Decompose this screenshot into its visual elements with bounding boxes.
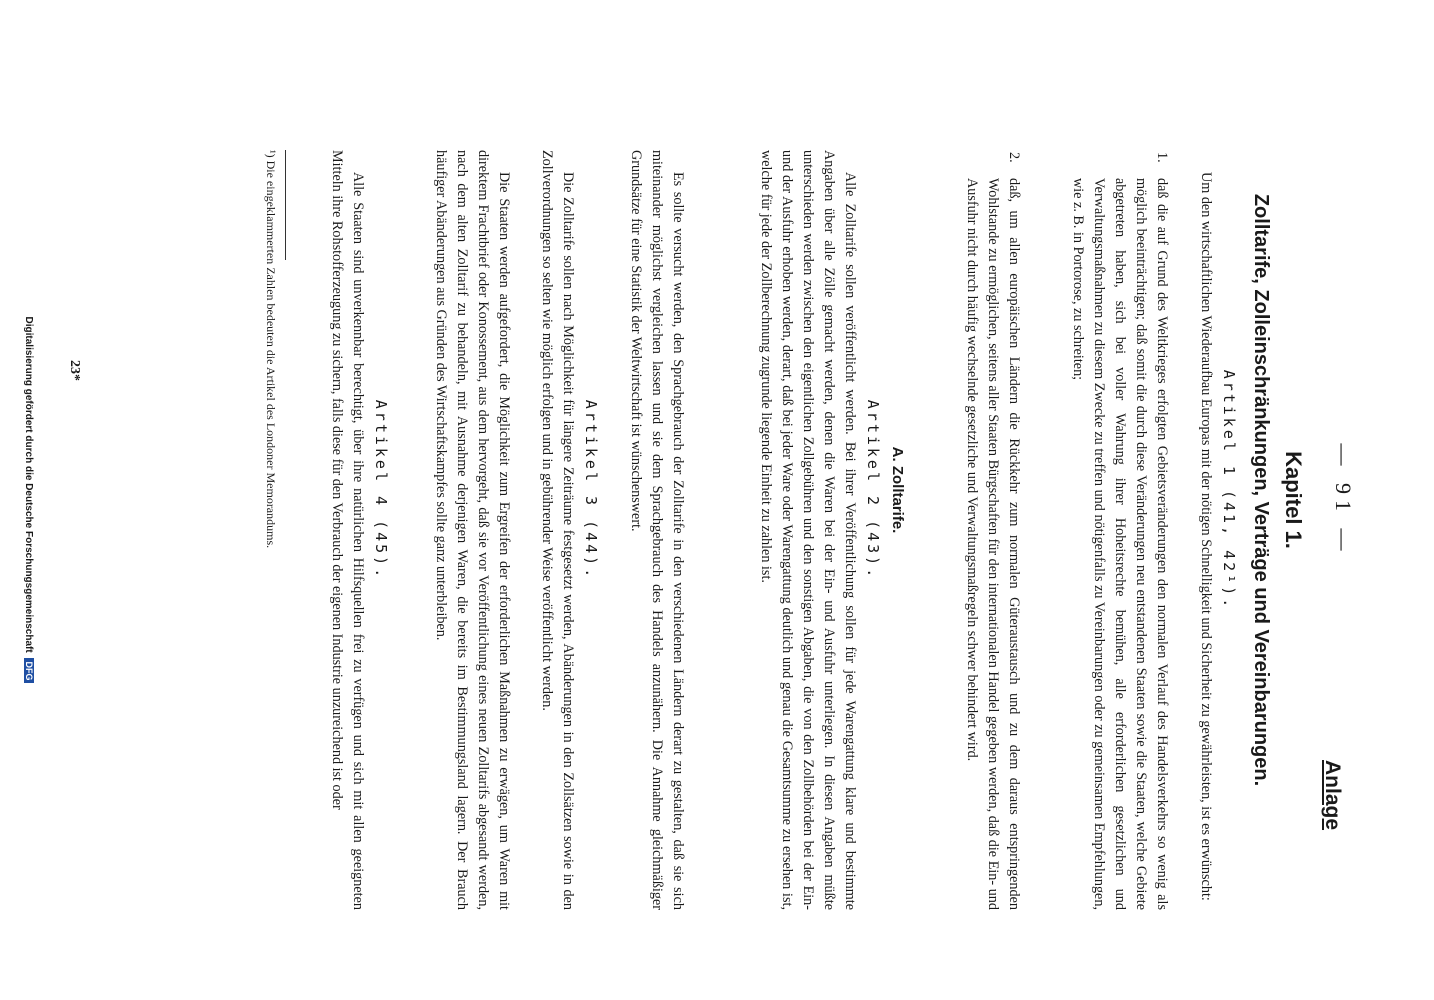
item-number: 2.	[1006, 152, 1022, 163]
page-number: — 91 —	[1331, 443, 1356, 557]
article-2-paragraph-1: Alle Zolltarife sollen veröffentlicht werden. Bei ihrer Veröffentlichung sollen für jede Warengattung klare und bestimmte Angaben über alle Zölle gemacht werden, denen die Waren bei der Ein- und Ausfuhr unterliegen. In diesen Angaben müßte unterschieden werden zwischen den eigentlichen Zollgebühren und den sonstigen Abgaben, die von den Zollbehörden bei der Ein- und der Ausfuhr erhoben werden, derart, daß bei jeder Ware oder Warengattung deutlich und genau die Gesamtsumme zu ersehen ist, welche für jede der Zollberechnung zugrunde liegende Einheit zu zahlen ist.	[758, 150, 858, 910]
item-number: 1.	[1154, 152, 1170, 163]
digitization-credit	[23, 0, 34, 1000]
article-3-paragraph-1: Die Zolltarife sollen nach Möglichkeit für längere Zeiträume festgesetzt werden, Abänderungen in den Zollsätzen sowie in den Zollverordnungen so selten wie möglich erfolgen und in gebührender Weise veröffentlicht werden.	[539, 150, 576, 910]
footnote-divider	[285, 150, 286, 260]
article-4-paragraph-1: Alle Staaten sind unverkennbar berechtigt, über ihre natürlichen Hilfsquellen frei zu verfügen und sich mit allen geeigneten Mitteln ihre Rohstofferzeugung zu sichern, falls diese für den Verbrauch der eigenen Industrie unzureichend ist oder	[329, 150, 366, 910]
item-text: daß, um allen europäischen Ländern die Rückkehr zum normalen Güteraustausch und zu dem daraus entspringenden Wohlstande zu ermöglichen, seitens aller Staaten Bürgschaften für den internationalen Handel gegeben werden, daß die Ein- und Ausfuhr nicht durch häufig wechselnde gesetzliche und Verwaltungsmaßregeln schwer behindert wird.	[964, 178, 1022, 910]
chapter-heading: Kapitel 1.	[1281, 451, 1306, 549]
article-1-item-2	[961, 152, 1024, 910]
item-text: daß die auf Grund des Weltkrieges erfolgten Gebietsveränderungen den normalen Verlauf des Handelsverkehrs so wenig als möglich beeinträchtigen; daß somit die durch diese Veränderungen neu entstandenen Staaten sowie die Staaten, welche Gebiete abgetreten haben, sich bei voller Wahrung ihrer Hoheitsrechte bemühen, alle erforderlichen gesetzlichen und Verwaltungsmaßnahmen zu diesem Zwecke zu treffen und nötigenfalls zu Vereinbarungen oder zu gemeinsamen Empfehlungen, wie z. B. in Portorose, zu schreiten;	[1070, 178, 1170, 910]
sheet-signature: 23*	[67, 360, 82, 381]
article-1-item-1	[1067, 152, 1172, 910]
article-3-heading: Artikel 3 (44).	[582, 399, 600, 581]
footnote: ¹) Die eingeklammerten Zahlen bedeuten die Artikel des Londoner Memorandums.	[264, 150, 278, 549]
dfg-logo: DFG	[24, 658, 34, 683]
annex-label: Anlage	[1321, 760, 1344, 831]
article-2-heading: Artikel 2 (43).	[864, 399, 882, 581]
section-a-heading: A. Zolltarife.	[889, 446, 906, 534]
article-1-intro: Um den wirtschaftlichen Wiederaufbau Europas mit der nötigen Schnelligkeit und Sicherheit zu gewährleisten, ist es erwünscht:	[1198, 172, 1214, 901]
article-1-heading: Artikel 1 (41, 42¹).	[1220, 369, 1238, 611]
article-3-paragraph-2: Die Staaten werden aufgefordert, die Möglichkeit zum Ergreifen der erforderlichen Maßnahmen zu erwägen, um Waren mit direktem Frachtbrief oder Konossement, aus dem hervorgeht, daß sie vor Veröffentlichung eines neuen Zolltarifs abgesandt werden, nach dem alten Zolltarif zu behandeln, mit Ausnahme derjenigen Waren, die bereits im Bestimmungsland lagern. Der Brauch häufiger Abänderungen aus Gründen des Wirtschaftskampfes sollte ganz unterbleiben.	[433, 150, 512, 910]
credit-text: Digitalisierung gefördert durch die Deutsche Forschungsgemeinschaft	[23, 316, 34, 653]
article-2-paragraph-2: Es sollte versucht werden, den Sprachgebrauch der Zolltarife in den verschiedenen Ländern derart zu gestalten, daß sie sich miteinander möglichst vergleichen lassen und sie dem Sprachgebrauch des Handels anzunähern. Die Annahme gleichmäßiger Grundsätze für eine Statistik der Weltwirtschaft ist wünschenswert.	[628, 150, 686, 910]
chapter-title: Zolltarife, Zolleinschränkungen, Verträge und Vereinbarungen.	[1250, 193, 1272, 787]
article-4-heading: Artikel 4 (45).	[372, 399, 390, 581]
